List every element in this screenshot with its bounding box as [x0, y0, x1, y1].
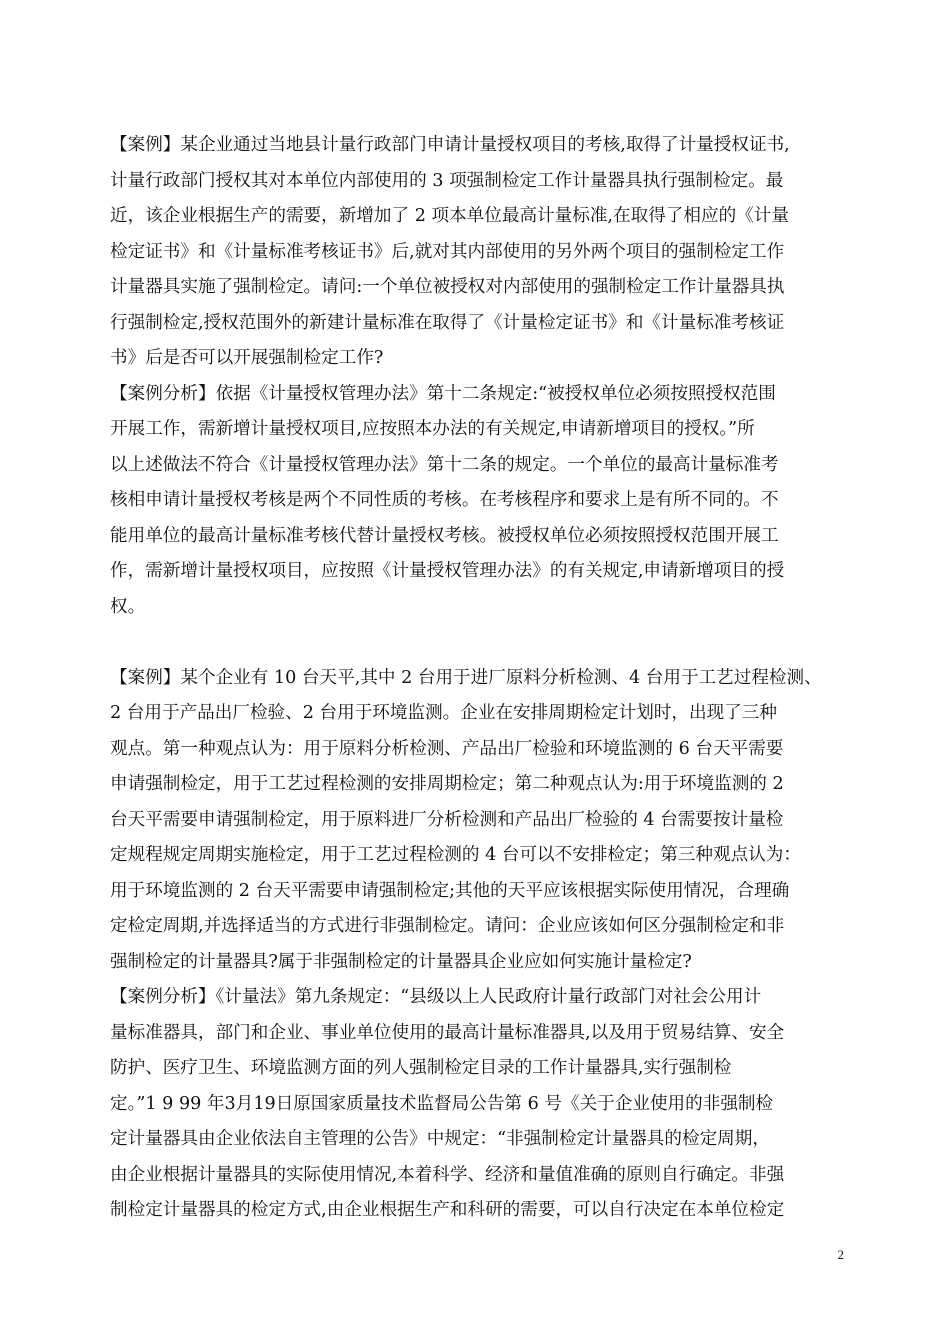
page-number: 2: [837, 1247, 844, 1262]
analysis-paragraph: [110, 980, 854, 1229]
text-line: 【案例分析】依据《计量授权管理办法》第十二条规定:“被授权单位必须按照授权范围: [110, 383, 776, 404]
text-line: 强制检定的计量器具?属于非强制检定的计量器具企业应如何实施计量检定?: [110, 951, 692, 972]
text-line: 【案例】某个企业有 10 台天平,其中 2 台用于进厂原料分析检测、4 台用于工艺过程检测、: [110, 667, 822, 688]
text-line: 制检定计量器具的检定方式,由企业根据生产和科研的需要，可以自行决定在本单位检定: [110, 1200, 785, 1220]
text-line: 防护、医疗卫生、环境监测方面的列人强制检定目录的工作计量器具,实行强制检: [110, 1058, 732, 1078]
text-line: 书》后是否可以开展强制检定工作?: [110, 348, 384, 368]
text-line: 2 台用于产品出厂检验、2 台用于环境监测。企业在安排周期检定计划时，出现了三种: [110, 703, 777, 723]
text-line: 计量行政部门授权其对本单位内部使用的 3 项强制检定工作计量器具执行强制检定。最: [110, 170, 784, 191]
text-line: 检定证书》和《计量标准考核证书》后,就对其内部使用的另外两个项目的强制检定工作: [110, 241, 785, 262]
case-section-2: [110, 661, 854, 1229]
text-line: 权。: [110, 596, 146, 617]
case-paragraph: [110, 128, 854, 377]
section-spacer: [110, 625, 854, 661]
text-line: 申请强制检定，用于工艺过程检测的安排周期检定；第二种观点认为:用于环境监测的 2: [110, 774, 784, 794]
text-line: 用于环境监测的 2 台天平需要申请强制检定;其他的天平应该根据实际使用情况，合理确: [110, 880, 790, 901]
text-line: 以上述做法不符合《计量授权管理办法》第十二条的规定。一个单位的最高计量标准考: [110, 454, 779, 475]
text-line: 定规程规定周期实施检定，用于工艺过程检测的 4 台可以不安排检定；第三种观点认为：: [110, 845, 801, 865]
text-line: 观点。第一种观点认为：用于原料分析检测、产品出厂检验和环境监测的 6 台天平需要: [110, 738, 784, 759]
text-line: 行强制检定,授权范围外的新建计量标准在取得了《计量检定证书》和《计量标准考核证: [110, 312, 785, 333]
text-line: 计量器具实施了强制检定。请问:一个单位被授权对内部使用的强制检定工作计量器具执: [110, 277, 785, 297]
text-line: 能用单位的最高计量标准考核代替计量授权考核。被授权单位必须按照授权范围开展工: [110, 525, 779, 546]
text-line: 【案例分析】《计量法》第九条规定：“县级以上人民政府计量行政部门对社会公用计: [110, 987, 762, 1007]
text-line: 定。”1 9 99 年3月19日原国家质量技术监督局公告第 6 号《关于企业使用的非强制检: [110, 1093, 774, 1114]
text-line: 由企业根据计量器具的实际使用情况,本着科学、经济和量值准确的原则自行确定。非强: [110, 1164, 785, 1185]
text-line: 近，该企业根据生产的需要，新增加了 2 项本单位最高计量标准,在取得了相应的《计量: [110, 206, 789, 226]
text-line: 定检定周期,并选择适当的方式进行非强制检定。请问：企业应该如何区分强制检定和非: [110, 916, 785, 936]
document-body: [110, 128, 854, 1229]
text-line: 台天平需要申请强制检定，用于原料进厂分析检测和产品出厂检验的 4 台需要按计量检: [110, 809, 784, 830]
case-section-1: [110, 128, 854, 625]
text-line: 定计量器具由企业依法自主管理的公告》中规定：“非强制检定计量器具的检定周期，: [110, 1129, 770, 1149]
text-line: 开展工作，需新增计量授权项目,应按照本办法的有关规定,申请新增项目的授权。”所: [110, 419, 755, 439]
analysis-paragraph: [110, 377, 854, 626]
text-line: 核相申请计量授权考核是两个不同性质的考核。在考核程序和要求上是有所不同的。不: [110, 490, 779, 510]
case-paragraph: [110, 661, 854, 981]
text-line: 作，需新增计量授权项目，应按照《计量授权管理办法》的有关规定,申请新增项目的授: [110, 561, 785, 581]
text-line: 量标准器具，部门和企业、事业单位使用的最高计量标准器具,以及用于贸易结算、安全: [110, 1022, 785, 1043]
text-line: 【案例】某企业通过当地县计量行政部门申请计量授权项目的考核,取得了计量授权证书,: [110, 135, 790, 155]
